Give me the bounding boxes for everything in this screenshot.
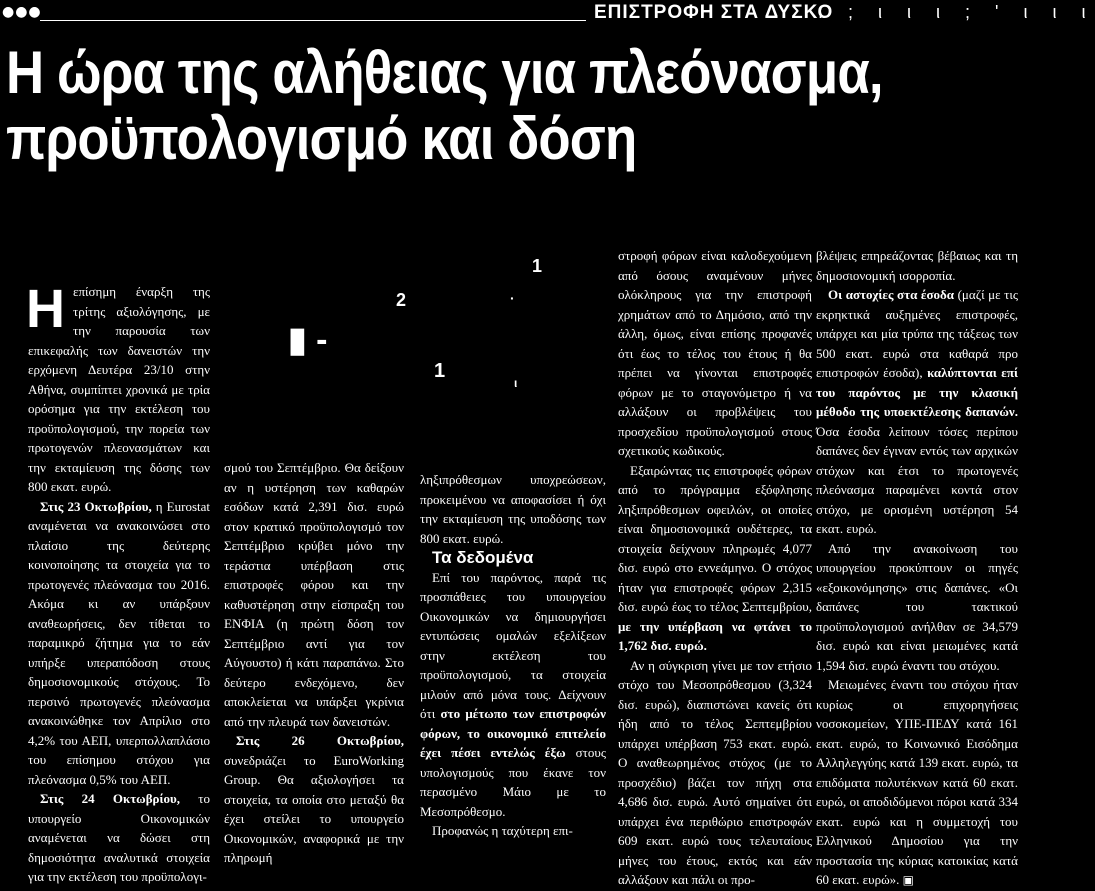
paragraph: Προφανώς η ταχύτερη επι- [432, 823, 573, 838]
paragraph-text: (μαζί με τις εκρηκτικά αυξημένες επιστροφές, υπάρχει και μία τρύπα της τάξεως των 500 εκατ. ευρώ στα καθαρά προ επιστροφών έσοδα), [816, 287, 1018, 380]
paragraph: σμού του Σεπτέμβριο. Θα δείξουν αν η υστέρηση των καθαρών εσόδων κατά 2,391 δισ. ευρώ στον κρατικό προϋπολογισμό τον Σεπτέμβριο κρύβει μόνο την τεράστια υπέρβαση στις επιστροφές φόρου και την καθυστέρηση στην είσπραξη του ΕΝΦΙΑ (η πρώτη δόση τον Σεπτέμβριο αντί για τον Αύγουστο) ή κάτι παραπάνω. Στο δεύτερο ενδεχόμενο, δεν αποκλείεται να υπάρξει γκρίνια από την πλευρά των δανειστών. [224, 460, 404, 729]
article-column-3 [420, 470, 606, 841]
paragraph [28, 789, 210, 887]
photo-mark: ▮ - [288, 321, 328, 359]
article-column-2 [224, 458, 404, 868]
paragraph [816, 675, 1018, 891]
photo-mark: · [510, 290, 515, 306]
photo-mark: ι [514, 376, 518, 390]
paragraph-text: Μειωμένες έναντι του στόχου ήταν κυρίως οι επιχορηγήσεις νοσοκομείων, ΥΠΕ-ΠΕΔΥ κατά 161 εκατ. ευρώ, το Κοινωνικό Εισόδημα Αλληλεγγύης κατά 139 εκατ. ευρώ, τα επιδόματα πολυτέκνων κατά 60 εκατ. ευρώ, οι αποδιδόμενοι πόροι κατά 334 εκατ. ευρώ και η συμμετοχή του Ελληνικού Δημοσίου για την προστασία της κύριας κατοικίας κατά 60 εκατ. ευρώ». [816, 677, 1018, 887]
bold-phrase: Οι αστοχίες στα έσοδα [828, 287, 955, 302]
header-rule [40, 20, 586, 21]
paragraph [420, 568, 606, 822]
article-column-5 [816, 246, 1018, 891]
bold-phrase: στο μέτωπο των επιστροφών φόρων, το οικονομικό επιτελείο έχει πέσει εντελώς έξω [420, 706, 606, 760]
paragraph: Αν η σύγκριση γίνει με τον ετήσιο στόχο του Μεσοπρόθεσμου (3,324 δισ. ευρώ), διαπιστώνει κανείς ότι ήδη από το τέλος Σεπτεμβρίου υπάρχει υπέρβαση 753 εκατ. ευρώ. Ο αναθεωρημένος στόχος (με το προσχέδιο) βάζει τον πήχη στα 4,686 δισ. ευρώ. Αυτό σημαίνει ότι υπάρχει ένα περιθώριο επιστροφών 609 εκατ. ευρώ τους τελευταίους μήνες του έτους, εκτός και εάν αλλάξουν και πάλι οι προ- [618, 657, 812, 887]
paragraph-text: η Eurostat αναμένεται να ανακοινώσει στο πλαίσιο της δεύτερης κοινοποίησης τα στοιχεία για το πρωτογενές πλεόνασμα του 2016. Ακόμα κι αν υπάρξουν αναθεωρήσεις, δεν τίθεται το παραμικρό ζήτημα για το εάν υπήρξε υπεραπόδοση στους δημοσιονομικούς στόχους. Το περσινό πρωτογενές πλεόνασμα ανακοινώθηκε τον Απρίλιο στο 4,2% του ΑΕΠ, υπερπολλαπλάσιο του επίσημου στόχου για πλεόνασμα 0,5% του ΑΕΠ. [28, 498, 211, 787]
headline-line-1: Η ώρα της αλήθειας για πλεόνασμα, [6, 39, 883, 106]
article-column-4 [618, 246, 812, 890]
subheading: Τα δεδομένα [432, 548, 534, 567]
paragraph-text: στους υπολογισμούς που έκανε τον περασμένο Μάιο με το Μεσοπρόθεσμο. [420, 745, 606, 819]
paragraph [618, 461, 812, 656]
article-column-1 [26, 279, 211, 887]
paragraph [224, 731, 404, 868]
bold-date: Στις 23 Οκτωβρίου, [40, 498, 152, 514]
headline-line-2: προϋπολογισμό και δόση [6, 105, 637, 172]
photo-mark: 2 [396, 290, 407, 310]
bold-phrase: με την υπέρβαση να φτάνει το 1,762 δισ. ευρώ. [618, 618, 812, 653]
paragraph: ληξιπρόθεσμων υποχρεώσεων, προκειμένου να αποφασίσει ή όχι την εκταμίευση της υποδόσης των 800 εκατ. ευρώ. [420, 472, 606, 546]
paragraph-text: Όσα έσοδα λείπουν τόσες περίπου δαπάνες δεν έγιναν εντός των αρχικών στόχων και έτσι το πρωτογενές πλεόνασμα παραμένει κοντά στον στόχο, με ορισμένη υστέρηση 54 εκατ. ευρώ. [816, 423, 1018, 536]
paragraph-text: Εξαιρώντας τις επιστροφές φόρων από το πρόγραμμα εξόφλησης ληξιπρόθεσμων οφειλών, οι οποίες είναι δημοσιονομικά ουδέτερες, τα στοιχεία δείχνουν πληρωμές 4,077 δισ. ευρώ στο εννεάμηνο. Ο στόχος ήταν για επιστροφές φόρων 2,315 δισ. ευρώ έως το τέλος Σεπτεμβρίου, [618, 462, 812, 614]
header-dots: ●●● [2, 4, 42, 20]
paragraph-text: Επί του παρόντος, παρά τις προσπάθειες του υπουργείου Οικονομικών να δημιουργήσει εντυπώσεις ομαλών εξελίξεων στην εκτέλεση του προϋπολογισμού, τα στοιχεία μιλούν από μόνα τους. Δείχνουν ότι [420, 569, 606, 721]
paragraph-text: το υπουργείο Οικονομικών αναμένεται να δώσει στη δημοσιότητα αναλυτικά στοιχεία για την εκτέλεση του προϋπολογι- [28, 791, 210, 884]
section-title: ΕΠΙΣΤΡΟΦΗ ΣΤΑ ΔΥΣΚΟ [594, 2, 834, 23]
paragraph: επίσημη έναρξη της τρίτης αξιολόγησης, με την παρουσία των επικεφαλής των δανειστών την ερχόμενη Δευτέρα 23/10 στην Αθήνα, συμπίπτει χρονικά με τρία ορόσημα για την εκτέλεση του προϋπολογισμού, την πορεία των πρωτογενών πλεονασμάτων και την εκταμίευση της δόσης των 800 εκατ. ευρώ. [28, 284, 210, 494]
paragraph-text: συνεδριάζει το EuroWorking Group. Θα αξιολογήσει τα στοιχεία, τα οποία στο μεταξύ θα έχει στείλει το υπουργείο Οικονομικών, αναφορικά με την πληρωμή [224, 752, 404, 865]
paragraph: Από την ανακοίνωση του υπουργείου προκύπτουν οι πηγές «εξοικονόμησης» στις δαπάνες. «Οι δαπάνες του τακτικού προϋπολογισμού ανήλθαν σε 34,579 δισ. ευρώ και είναι μειωμένες κατά 1,594 δισ. ευρώ έναντι του στόχου. [816, 540, 1018, 673]
paragraph: βλέψεις επηρεάζοντας βέβαιως και τη δημοσιονομική ισορροπία. [816, 248, 1018, 283]
end-mark-icon: ▣ [902, 873, 914, 887]
bold-date: Στις 24 Οκτωβρίου, [40, 791, 181, 806]
bold-phrase: καλύπτονται επί του παρόντος με την κλασική μέθοδο της υποεκτέλεσης δαπανών. [816, 365, 1018, 419]
photo-mark: 1 [434, 360, 446, 382]
paragraph [28, 497, 210, 790]
drop-cap: Η [26, 279, 65, 339]
photo-mark: 1 [532, 256, 543, 276]
bold-date: Στις 26 Οκτωβρίου, [236, 733, 404, 748]
header-trailing-marks: : ; ι ι ι ; ' ι ι ι [818, 2, 1095, 22]
paragraph: στροφή φόρων είναι καλοδεχούμενη από όσους αναμένουν μήνες ολόκληρους για την επιστροφή χρημάτων από το Δημόσιο, από την άλλη, όμως, είναι επίσης προφανές ότι έως το τέλος του έτους ή θα πρέπει να γίνονται επιστροφές φόρων με το σταγονόμετρο ή να αλλάξουν οι προβλέψεις του προσχεδίου προϋπολογισμού στους σχετικούς κωδικούς. [618, 248, 812, 458]
top-bar [0, 0, 1095, 26]
headline [6, 40, 895, 172]
paragraph [816, 285, 1018, 539]
